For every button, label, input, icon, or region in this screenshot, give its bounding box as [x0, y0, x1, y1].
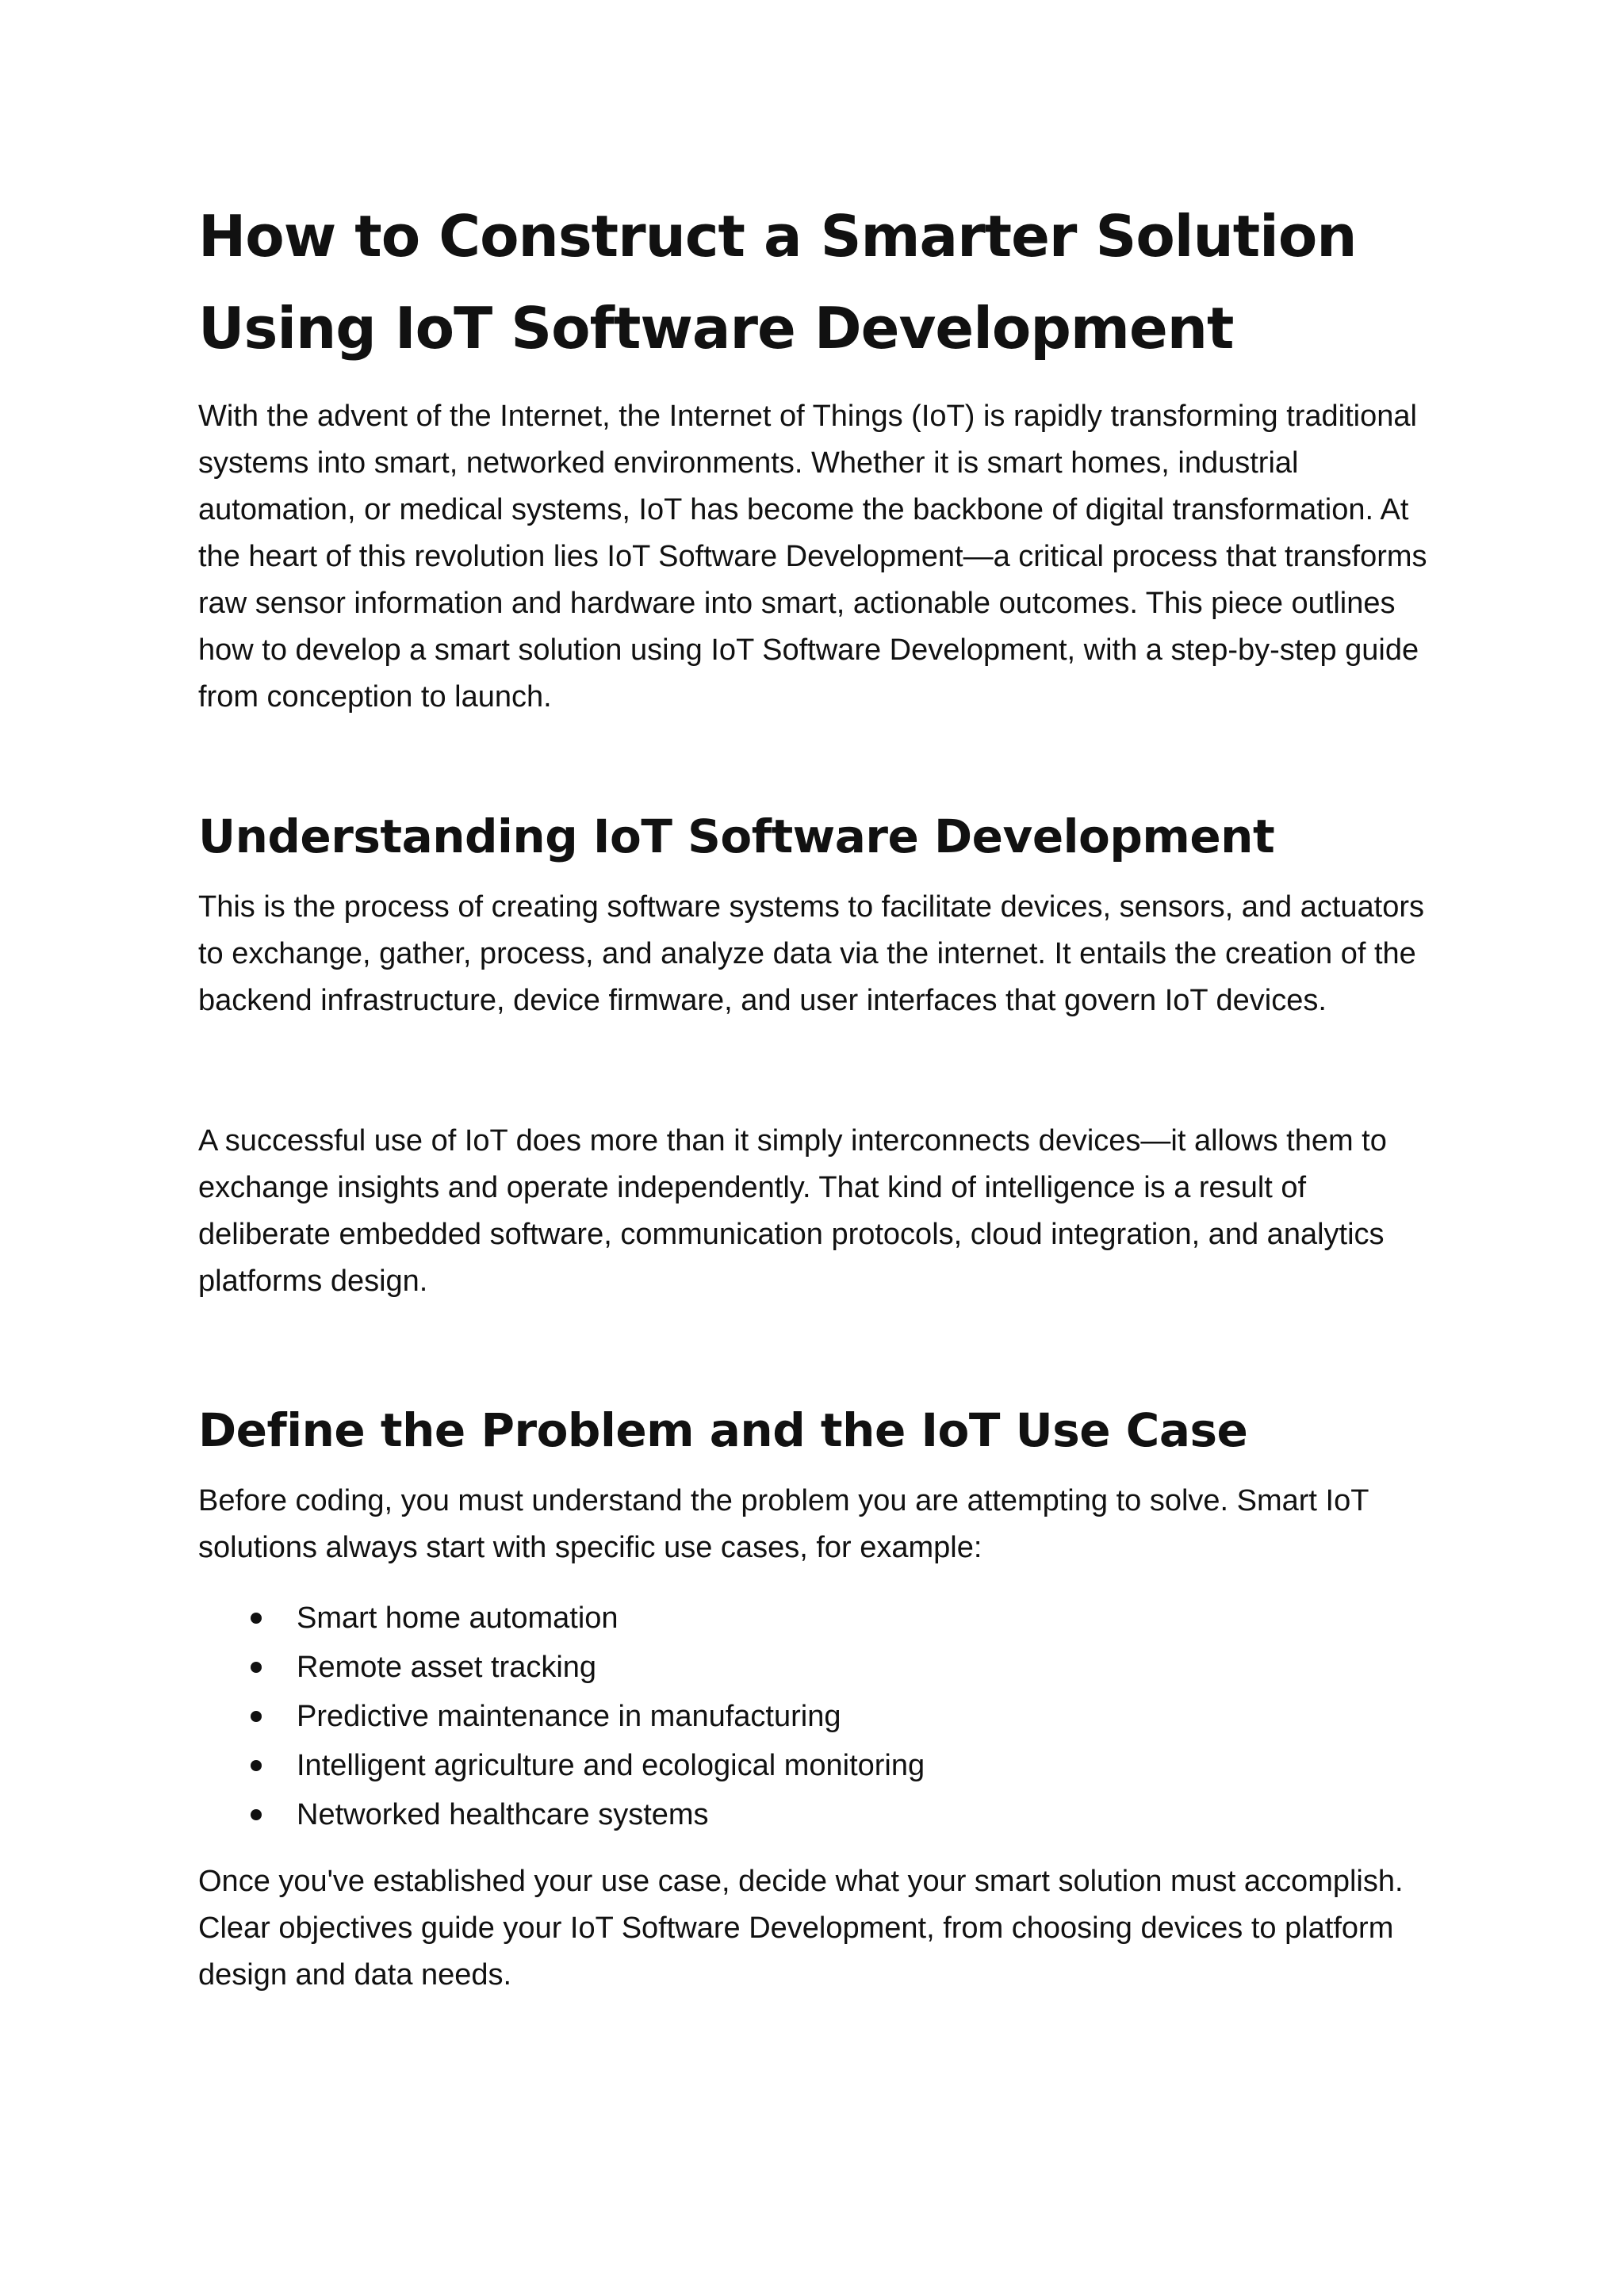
document-title: How to Construct a Smarter Solution Using IoT Software Development [198, 203, 1357, 362]
list-item: Intelligent agriculture and ecological monitoring [198, 1741, 1435, 1790]
section-paragraph: This is the process of creating software systems to facilitate devices, sensors, and actuators to exchange, gather, process, and analyze data via the internet. It entails the creation of the backend infrastructure, device firmware, and user interfaces that govern IoT devices. [198, 890, 1425, 1017]
section-paragraph: Once you've established your use case, decide what your smart solution must accomplish. Clear objectives guide your IoT Software Development, from choosing devices to platform design and data needs. [198, 1865, 1404, 1992]
document-page [198, 190, 1435, 1999]
section-heading-understanding: Understanding IoT Software Development [198, 809, 1275, 863]
intro-paragraph: With the advent of the Internet, the Internet of Things (IoT) is rapidly transforming traditional systems into smart, networked environments. Whether it is smart homes, industrial automation, or medical systems, IoT has become the backbone of digital transformation. At the heart of this revolution lies IoT Software Development—a critical process that transforms raw sensor information and hardware into smart, actionable outcomes. This piece outlines how to develop a smart solution using IoT Software Development, with a step-by-step guide from conception to launch. [198, 400, 1427, 714]
section-heading-define-problem: Define the Problem and the IoT Use Case [198, 1403, 1248, 1457]
section-paragraph: Before coding, you must understand the problem you are attempting to solve. Smart IoT solutions always start with specific use cases, for example: [198, 1484, 1369, 1564]
list-item: Networked healthcare systems [198, 1790, 1435, 1839]
list-item: Predictive maintenance in manufacturing [198, 1692, 1435, 1741]
list-item: Smart home automation [198, 1594, 1435, 1643]
section-paragraph: A successful use of IoT does more than it simply interconnects devices—it allows them to exchange insights and operate independently. That kind of intelligence is a result of deliberate embedded software, communication protocols, cloud integration, and analytics platforms design. [198, 1124, 1387, 1298]
use-case-list [198, 1594, 1435, 1839]
list-item: Remote asset tracking [198, 1643, 1435, 1692]
